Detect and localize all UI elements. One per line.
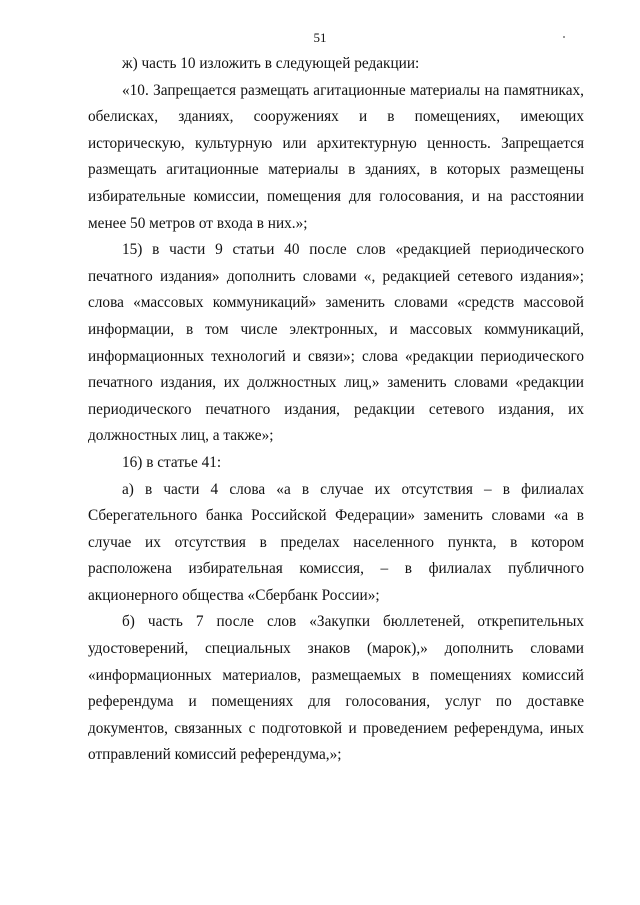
paragraph-item-16: 16) в статье 41: — [122, 453, 222, 471]
paragraph-part-10-text: «10. Запрещается размещать агитационные материалы на памятниках, обелисках, зданиях, сооружениях и в помещениях, имеющих историческую, культурную или архитектурную ценность. Запрещается размещать агитационные материалы в зданиях, в которых размещены избирательные комиссии, помещения для голосования, и на расстоянии менее 50 метров от входа в них.»; — [88, 81, 584, 232]
document-body — [88, 51, 584, 769]
page-number: 51 — [313, 30, 327, 45]
paragraph-zh-item: ж) часть 10 изложить в следующей редакции: — [122, 55, 420, 72]
scan-speck — [563, 36, 565, 38]
paragraph-subitem-a: а) в части 4 слова «а в случае их отсутствия – в филиалах Сберегательного банка Российской Федерации» заменить словами «а в случае их отсутствия в пределах населенного пункта, в котором расположена избирательная комиссия, – в филиалах публичного акционерного общества «Сбербанк России»; — [88, 480, 584, 604]
paragraph-subitem-b: б) часть 7 после слов «Закупки бюллетеней, открепительных удостоверений, специальных знаков (марок),» дополнить словами «информационных материалов, размещаемых в помещениях комиссий референдума и помещениях для голосования, услуг по доставке документов, связанных с подготовкой и проведением референдума, иных отправлений комиссий референдума,»; — [88, 613, 584, 764]
paragraph-item-15: 15) в части 9 статьи 40 после слов «редакцией периодического печатного издания» дополнить словами «, редакцией сетевого издания»; слова «массовых коммуникаций» заменить словами «средств массовой информации, в том числе электронных, и массовых коммуникаций, информационных технологий и связи»; слова «редакции периодического печатного издания, их должностных лиц,» заменить словами «редакции периодического печатного издания, редакции сетевого издания, их должностных лиц, а также»; — [88, 241, 584, 445]
